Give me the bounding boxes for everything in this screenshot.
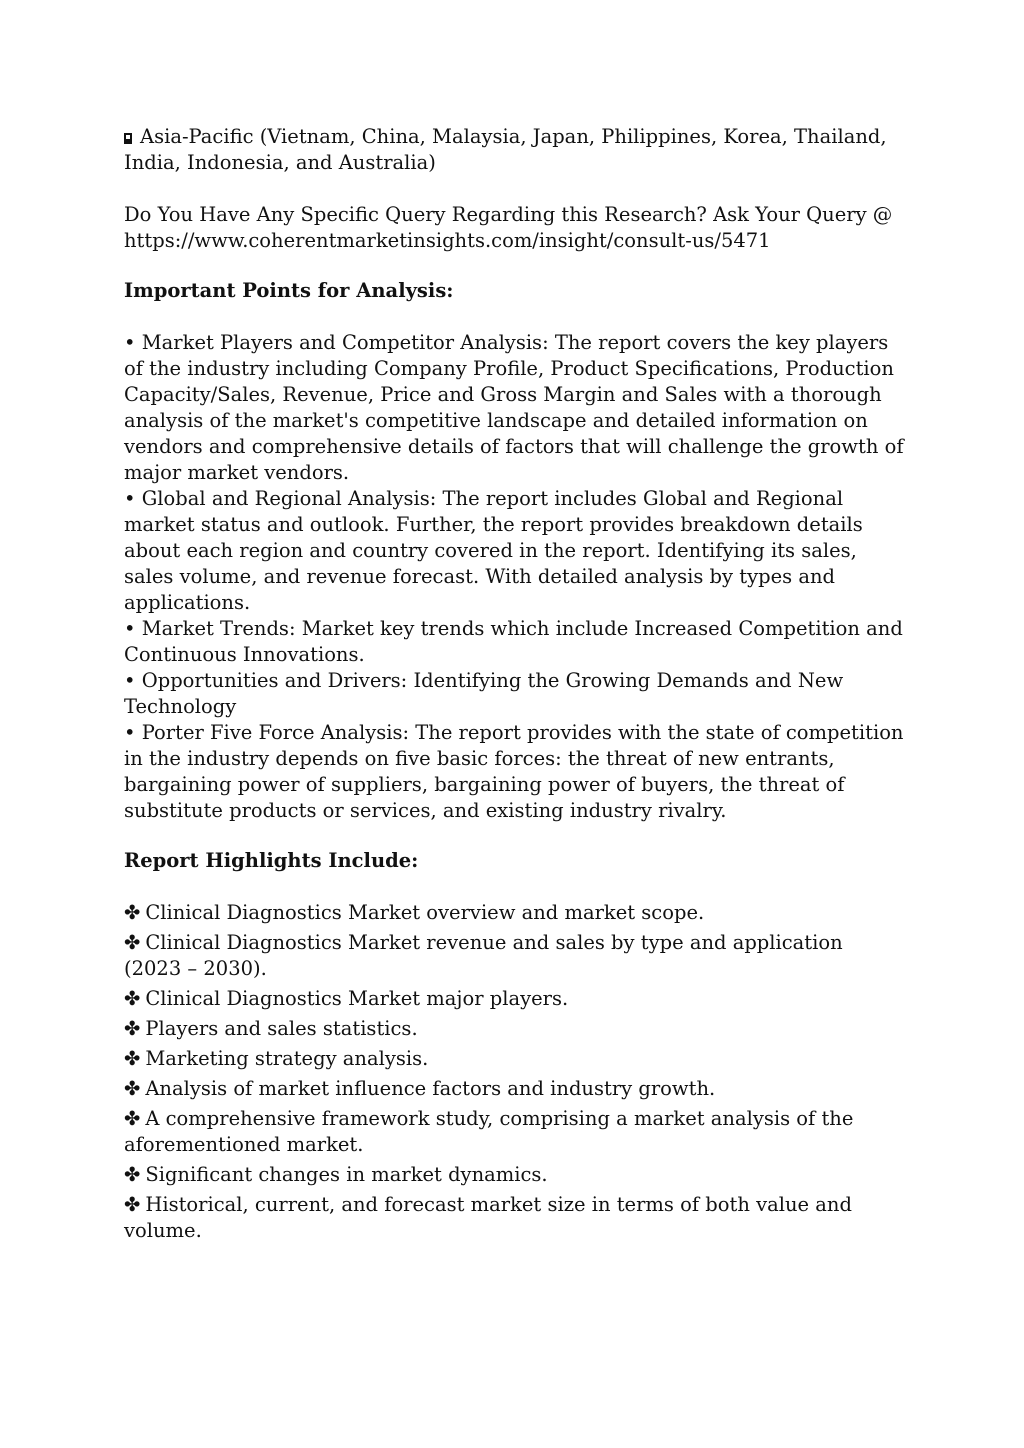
highlight-item-text: Clinical Diagnostics Market overview and market scope.: [145, 901, 705, 924]
analysis-item: [124, 668, 904, 720]
analysis-item: [124, 486, 904, 616]
four-point-star-icon: ✤: [124, 1077, 141, 1100]
four-point-star-icon: ✤: [124, 1107, 141, 1130]
spacer: [124, 304, 904, 330]
bullet-dot-icon: •: [124, 669, 136, 692]
highlight-item: [124, 1046, 904, 1072]
analysis-item: [124, 616, 904, 668]
four-point-star-icon: ✤: [124, 1163, 141, 1186]
bullet-dot-icon: •: [124, 617, 136, 640]
analysis-item-text: Market Trends: Market key trends which include Increased Competition and Continuous Innovations.: [124, 617, 903, 666]
analysis-item: [124, 330, 904, 486]
spacer: [124, 176, 904, 202]
highlight-item-text: A comprehensive framework study, comprising a market analysis of the aforementioned market.: [124, 1107, 854, 1156]
bullet-dot-icon: •: [124, 487, 136, 510]
highlight-item: [124, 1192, 904, 1244]
highlight-item: [124, 900, 904, 926]
document-page: [124, 124, 904, 1248]
highlight-item-text: Marketing strategy analysis.: [145, 1047, 429, 1070]
spacer: [124, 254, 904, 278]
region-text: Asia-Pacific (Vietnam, China, Malaysia, Japan, Philippines, Korea, Thailand, India, Indonesia, and Australia): [124, 125, 887, 174]
spacer: [124, 874, 904, 900]
four-point-star-icon: ✤: [124, 1047, 141, 1070]
analysis-item-text: Porter Five Force Analysis: The report provides with the state of competition in the industry depends on five basic forces: the threat of new entrants, bargaining power of suppliers, bargaining power of buyers, the threat of substitute products or services, and existing industry rivalry.: [124, 721, 904, 822]
highlight-item-text: Analysis of market influence factors and industry growth.: [145, 1077, 716, 1100]
highlight-item: [124, 986, 904, 1012]
highlight-item-text: Significant changes in market dynamics.: [145, 1163, 548, 1186]
analysis-item-text: Market Players and Competitor Analysis: The report covers the key players of the industry including Company Profile, Product Specifications, Production Capacity/Sales, Revenue, Price and Gross Margin and Sales with a thorough analysis of the market's competitive landscape and detailed information on vendors and comprehensive details of factors that will challenge the growth of major market vendors.: [124, 331, 904, 484]
four-point-star-icon: ✤: [124, 931, 141, 954]
four-point-star-icon: ✤: [124, 987, 141, 1010]
bullet-dot-icon: •: [124, 721, 136, 744]
highlight-item-text: Clinical Diagnostics Market major players.: [145, 987, 569, 1010]
analysis-heading: Important Points for Analysis:: [124, 279, 454, 302]
analysis-item: [124, 720, 904, 824]
highlights-heading: Report Highlights Include:: [124, 849, 419, 872]
highlight-item-text: Clinical Diagnostics Market revenue and sales by type and application (2023 – 2030).: [124, 931, 843, 980]
four-point-star-icon: ✤: [124, 1017, 141, 1040]
analysis-item-text: Opportunities and Drivers: Identifying the Growing Demands and New Technology: [124, 669, 844, 718]
highlight-item: [124, 1162, 904, 1188]
square-bullet-icon: [124, 133, 132, 144]
highlights-list: [124, 900, 904, 1244]
highlight-item-text: Historical, current, and forecast market size in terms of both value and volume.: [124, 1193, 852, 1242]
spacer: [124, 824, 904, 848]
bullet-dot-icon: •: [124, 331, 136, 354]
highlight-item: [124, 1076, 904, 1102]
four-point-star-icon: ✤: [124, 1193, 141, 1216]
highlight-item: [124, 930, 904, 982]
analysis-list: [124, 330, 904, 824]
highlight-item: [124, 1016, 904, 1042]
region-paragraph: [124, 124, 904, 176]
highlight-item: [124, 1106, 904, 1158]
query-paragraph: Do You Have Any Specific Query Regarding this Research? Ask Your Query @ https://www.coherentmarketinsights.com/insight/consult-us/5471: [124, 203, 893, 252]
four-point-star-icon: ✤: [124, 901, 141, 924]
highlight-item-text: Players and sales statistics.: [145, 1017, 418, 1040]
analysis-item-text: Global and Regional Analysis: The report includes Global and Regional market status and outlook. Further, the report provides breakdown details about each region and country covered in the report. Identifying its sales, sales volume, and revenue forecast. With detailed analysis by types and applications.: [124, 487, 863, 614]
